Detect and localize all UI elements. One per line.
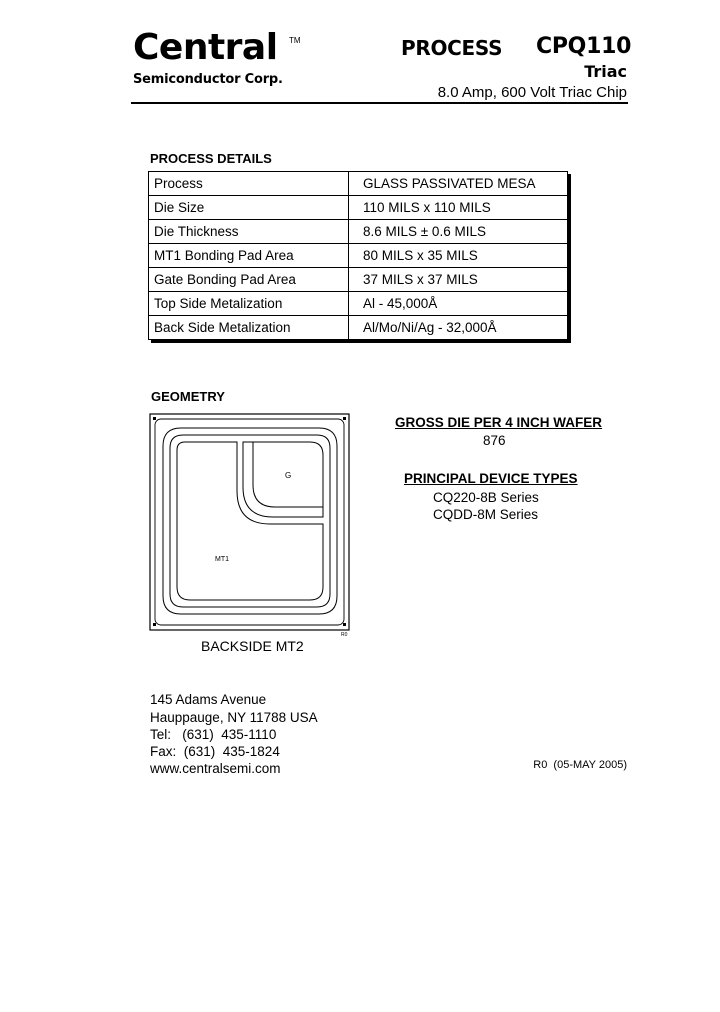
table-row bbox=[149, 220, 568, 244]
wafer-count: 876 bbox=[483, 433, 506, 448]
value-cell: 37 MILS x 37 MILS bbox=[349, 268, 568, 292]
gate-pad-outer-outline bbox=[243, 442, 323, 517]
backside-label: BACKSIDE MT2 bbox=[201, 638, 304, 654]
table-row bbox=[149, 268, 568, 292]
website-link[interactable]: www.centralsemi.com bbox=[150, 761, 281, 776]
geometry-heading: GEOMETRY bbox=[151, 389, 225, 404]
param-cell: Back Side Metalization bbox=[149, 316, 349, 340]
table-row bbox=[149, 316, 568, 340]
corner-markers bbox=[153, 417, 346, 626]
param-cell: Process bbox=[149, 172, 349, 196]
param-cell: Top Side Metalization bbox=[149, 292, 349, 316]
device-description: 8.0 Amp, 600 Volt Triac Chip bbox=[437, 84, 627, 101]
value-cell: 110 MILS x 110 MILS bbox=[349, 196, 568, 220]
gate-label: G bbox=[285, 471, 292, 480]
process-details-table bbox=[148, 171, 568, 340]
process-details-heading: PROCESS DETAILS bbox=[150, 151, 272, 166]
die-geometry-diagram bbox=[149, 413, 355, 637]
value-cell: Al - 45,000Å bbox=[349, 292, 568, 316]
device-type-item: CQDD-8M Series bbox=[433, 507, 539, 522]
device-type-item: CQ220-8B Series bbox=[433, 490, 539, 505]
param-cell: Die Size bbox=[149, 196, 349, 220]
trademark-mark: TM bbox=[289, 36, 301, 45]
process-number: CPQ110 bbox=[536, 34, 632, 59]
table-row bbox=[149, 196, 568, 220]
company-logo: Central bbox=[133, 27, 278, 68]
process-label: PROCESS bbox=[401, 36, 503, 60]
device-types-heading: PRINCIPAL DEVICE TYPES bbox=[404, 471, 578, 486]
address-line-1: 145 Adams Avenue bbox=[150, 692, 267, 707]
value-cell: 8.6 MILS ± 0.6 MILS bbox=[349, 220, 568, 244]
corner-mark: R0 bbox=[341, 632, 348, 637]
table-row bbox=[149, 244, 568, 268]
device-type: Triac bbox=[584, 62, 627, 81]
table-row bbox=[149, 292, 568, 316]
param-cell: Die Thickness bbox=[149, 220, 349, 244]
outer-passivation-ring bbox=[163, 428, 337, 614]
fax: Fax: (631) 435-1824 bbox=[150, 744, 280, 759]
company-subtitle: Semiconductor Corp. bbox=[133, 72, 283, 87]
mt1-pad-outline bbox=[177, 442, 323, 600]
wafer-heading: GROSS DIE PER 4 INCH WAFER bbox=[395, 415, 603, 430]
revision-date: R0 (05-MAY 2005) bbox=[533, 759, 627, 771]
param-cell: MT1 Bonding Pad Area bbox=[149, 244, 349, 268]
telephone: Tel: (631) 435-1110 bbox=[150, 727, 277, 742]
die-inner-border bbox=[155, 419, 344, 625]
header-rule bbox=[131, 102, 628, 104]
inner-passivation-ring bbox=[170, 435, 330, 607]
param-cell: Gate Bonding Pad Area bbox=[149, 268, 349, 292]
value-cell: 80 MILS x 35 MILS bbox=[349, 244, 568, 268]
table-row bbox=[149, 172, 568, 196]
value-cell: Al/Mo/Ni/Ag - 32,000Å bbox=[349, 316, 568, 340]
value-cell: GLASS PASSIVATED MESA bbox=[349, 172, 568, 196]
mt1-label: MT1 bbox=[215, 556, 229, 563]
address-line-2: Hauppauge, NY 11788 USA bbox=[150, 710, 318, 725]
